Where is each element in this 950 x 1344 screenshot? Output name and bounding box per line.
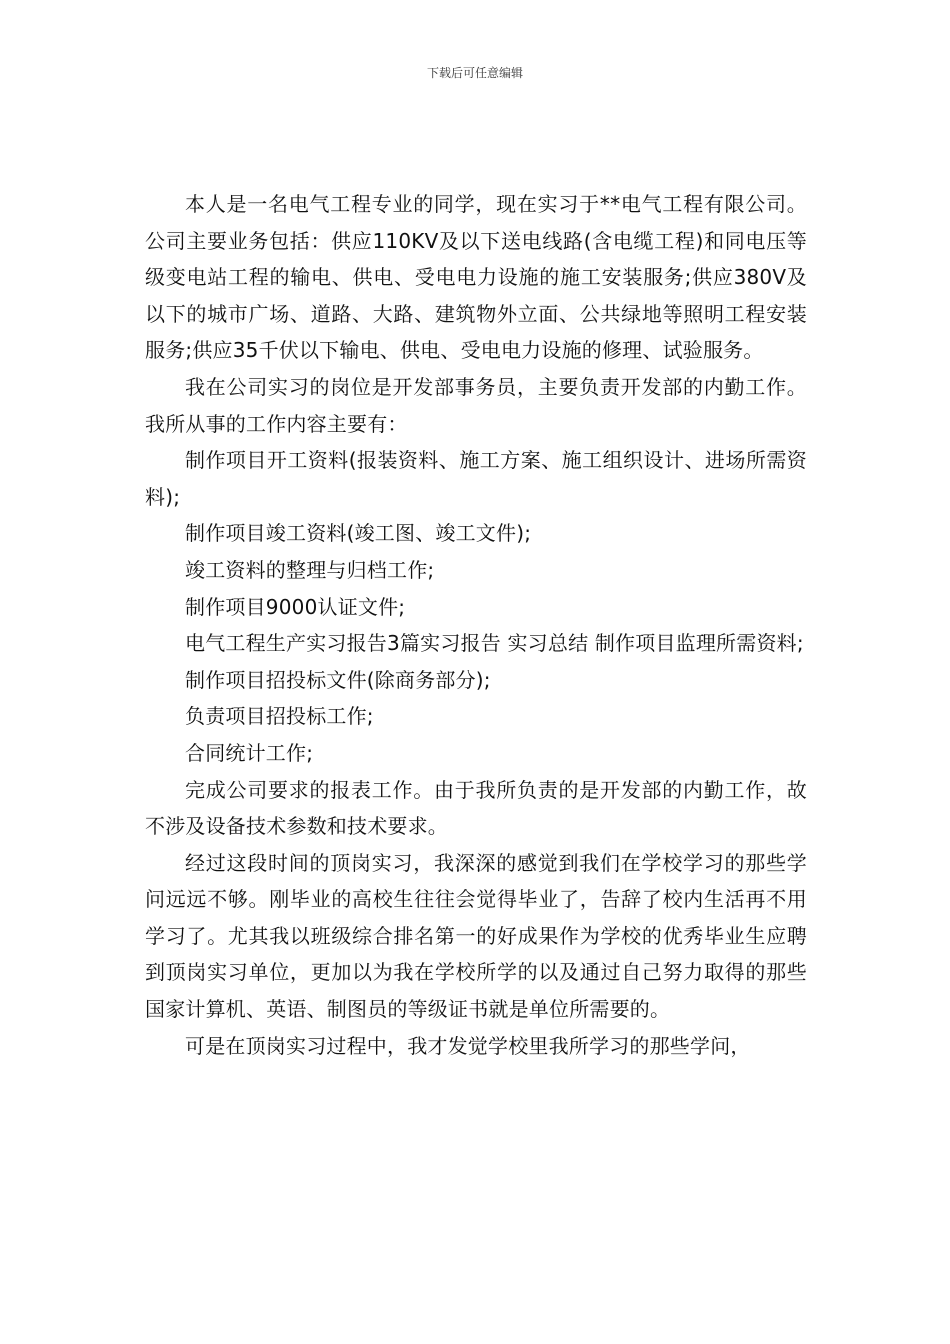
- page-header: 下载后可任意编辑: [426, 66, 523, 80]
- paragraph: 经过这段时间的顶岗实习，我深深的感觉到我们在学校学习的那些学问远远不够。刚毕业的高校生往往会觉得毕业了，告辞了校内生活再不用学习了。尤其我以班级综合排名第一的好成果作为学校的优秀毕业生应聘到顶岗实习单位，更加以为我在学校所学的以及通过自己努力取得的那些国家计算机、英语、制图员的等级证书就是单位所需要的。: [145, 850, 807, 1022]
- list-item: 制作项目开工资料(报装资料、施工方案、施工组织设计、进场所需资料);: [145, 448, 807, 509]
- list-item: 制作项目9000认证文件;: [185, 594, 406, 619]
- paragraph: 完成公司要求的报表工作。由于我所负责的是开发部的内勤工作，故不涉及设备技术参数和技术要求。: [145, 777, 807, 839]
- list-item: 制作项目竣工资料(竣工图、竣工文件);: [185, 521, 532, 546]
- paragraph: 我在公司实习的岗位是开发部事务员，主要负责开发部的内勤工作。我所从事的工作内容主要有：: [145, 374, 807, 436]
- list-item: 合同统计工作;: [185, 740, 314, 765]
- list-item: 负责项目招投标工作;: [185, 704, 374, 729]
- paragraph: 本人是一名电气工程专业的同学，现在实习于**电气工程有限公司。公司主要业务包括：供应110KV及以下送电线路(含电缆工程)和同电压等级变电站工程的输电、供电、受电电力设施的施工安装服务;供应380V及以下的城市广场、道路、大路、建筑物外立面、公共绿地等照明工程安装服务;供应35千伏以下输电、供电、受电电力设施的修理、试验服务。: [145, 192, 807, 363]
- list-item: 电气工程生产实习报告3篇实习报告 实习总结 制作项目监理所需资料;: [185, 631, 804, 656]
- list-item: 制作项目招投标文件(除商务部分);: [185, 667, 491, 692]
- document-body: [145, 186, 807, 1064]
- list-item: 竣工资料的整理与归档工作;: [185, 557, 435, 582]
- paragraph: 可是在顶岗实习过程中，我才发觉学校里我所学习的那些学问，: [185, 1033, 751, 1058]
